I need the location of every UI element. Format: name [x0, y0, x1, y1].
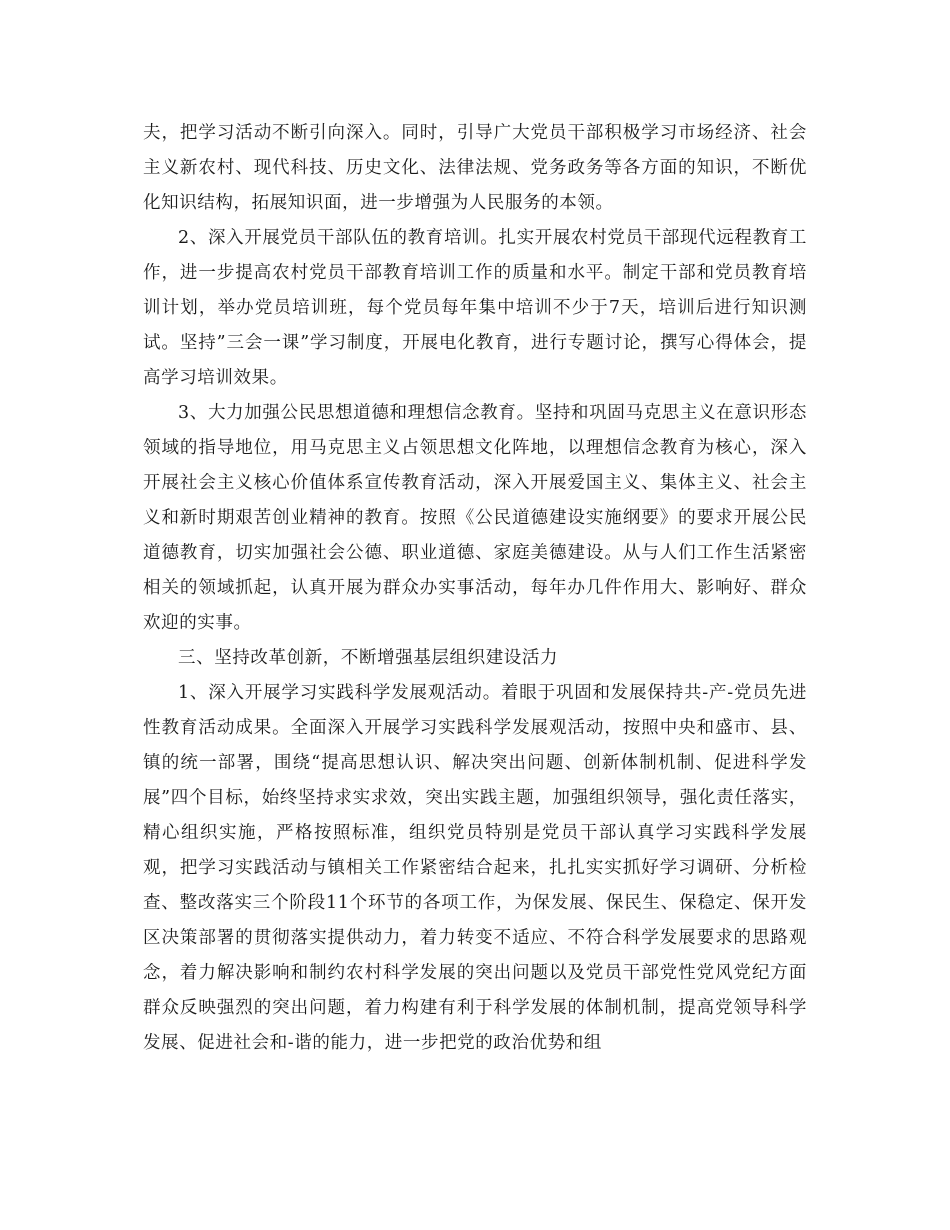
- document-body: [143, 116, 807, 1061]
- paragraph-training: 2、深入开展党员干部队伍的教育培训。扎实开展农村党员干部现代远程教育工作，进一步提高农村党员干部教育培训工作的质量和水平。制定干部和党员教育培训计划，举办党员培训班，每个党员每年集中培训不少于7天，培训后进行知识测试。坚持”三会一课”学习制度，开展电化教育，进行专题讨论，撰写心得体会，提高学习培训效果。: [143, 228, 807, 388]
- paragraph-continuation: 夫，把学习活动不断引向深入。同时，引导广大党员干部积极学习市场经济、社会主义新农村、现代科技、历史文化、法律法规、党务政务等各方面的知识，不断优化知识结构，拓展知识面，进一步增强为人民服务的本领。: [143, 123, 807, 213]
- section-heading-reform: 三、坚持改革创新，不断增强基层组织建设活力: [178, 648, 559, 668]
- paragraph-moral-education: 3、大力加强公民思想道德和理想信念教育。坚持和巩固马克思主义在意识形态领域的指导地位，用马克思主义占领思想文化阵地，以理想信念教育为核心，深入开展社会主义核心价值体系宣传教育活动，深入开展爱国主义、集体主义、社会主义和新时期艰苦创业精神的教育。按照《公民道德建设实施纲要》的要求开展公民道德教育，切实加强社会公德、职业道德、家庭美德建设。从与人们工作生活紧密相关的领域抓起，认真开展为群众办实事活动，每年办几件作用大、影响好、群众欢迎的实事。: [143, 403, 807, 633]
- paragraph-scientific-development: 1、深入开展学习实践科学发展观活动。着眼于巩固和发展保持共-产-党员先进性教育活动成果。全面深入开展学习实践科学发展观活动，按照中央和盛市、县、镇的统一部署，围绕“提高思想认识、解决突出问题、创新体制机制、促进科学发展”四个目标，始终坚持求实求效，突出实践主题，加强组织领导，强化责任落实，精心组织实施，严格按照标准，组织党员特别是党员干部认真学习实践科学发展观，把学习实践活动与镇相关工作紧密结合起来，扎扎实实抓好学习调研、分析检查、整改落实三个阶段11个环节的各项工作，为保发展、保民生、保稳定、保开发区决策部署的贯彻落实提供动力，着力转变不适应、不符合科学发展要求的思路观念，着力解决影响和制约农村科学发展的突出问题以及党员干部党性党风党纪方面群众反映强烈的突出问题，着力构建有利于科学发展的体制机制，提高党领导科学发展、促进社会和-谐的能力，进一步把党的政治优势和组: [143, 683, 807, 1053]
